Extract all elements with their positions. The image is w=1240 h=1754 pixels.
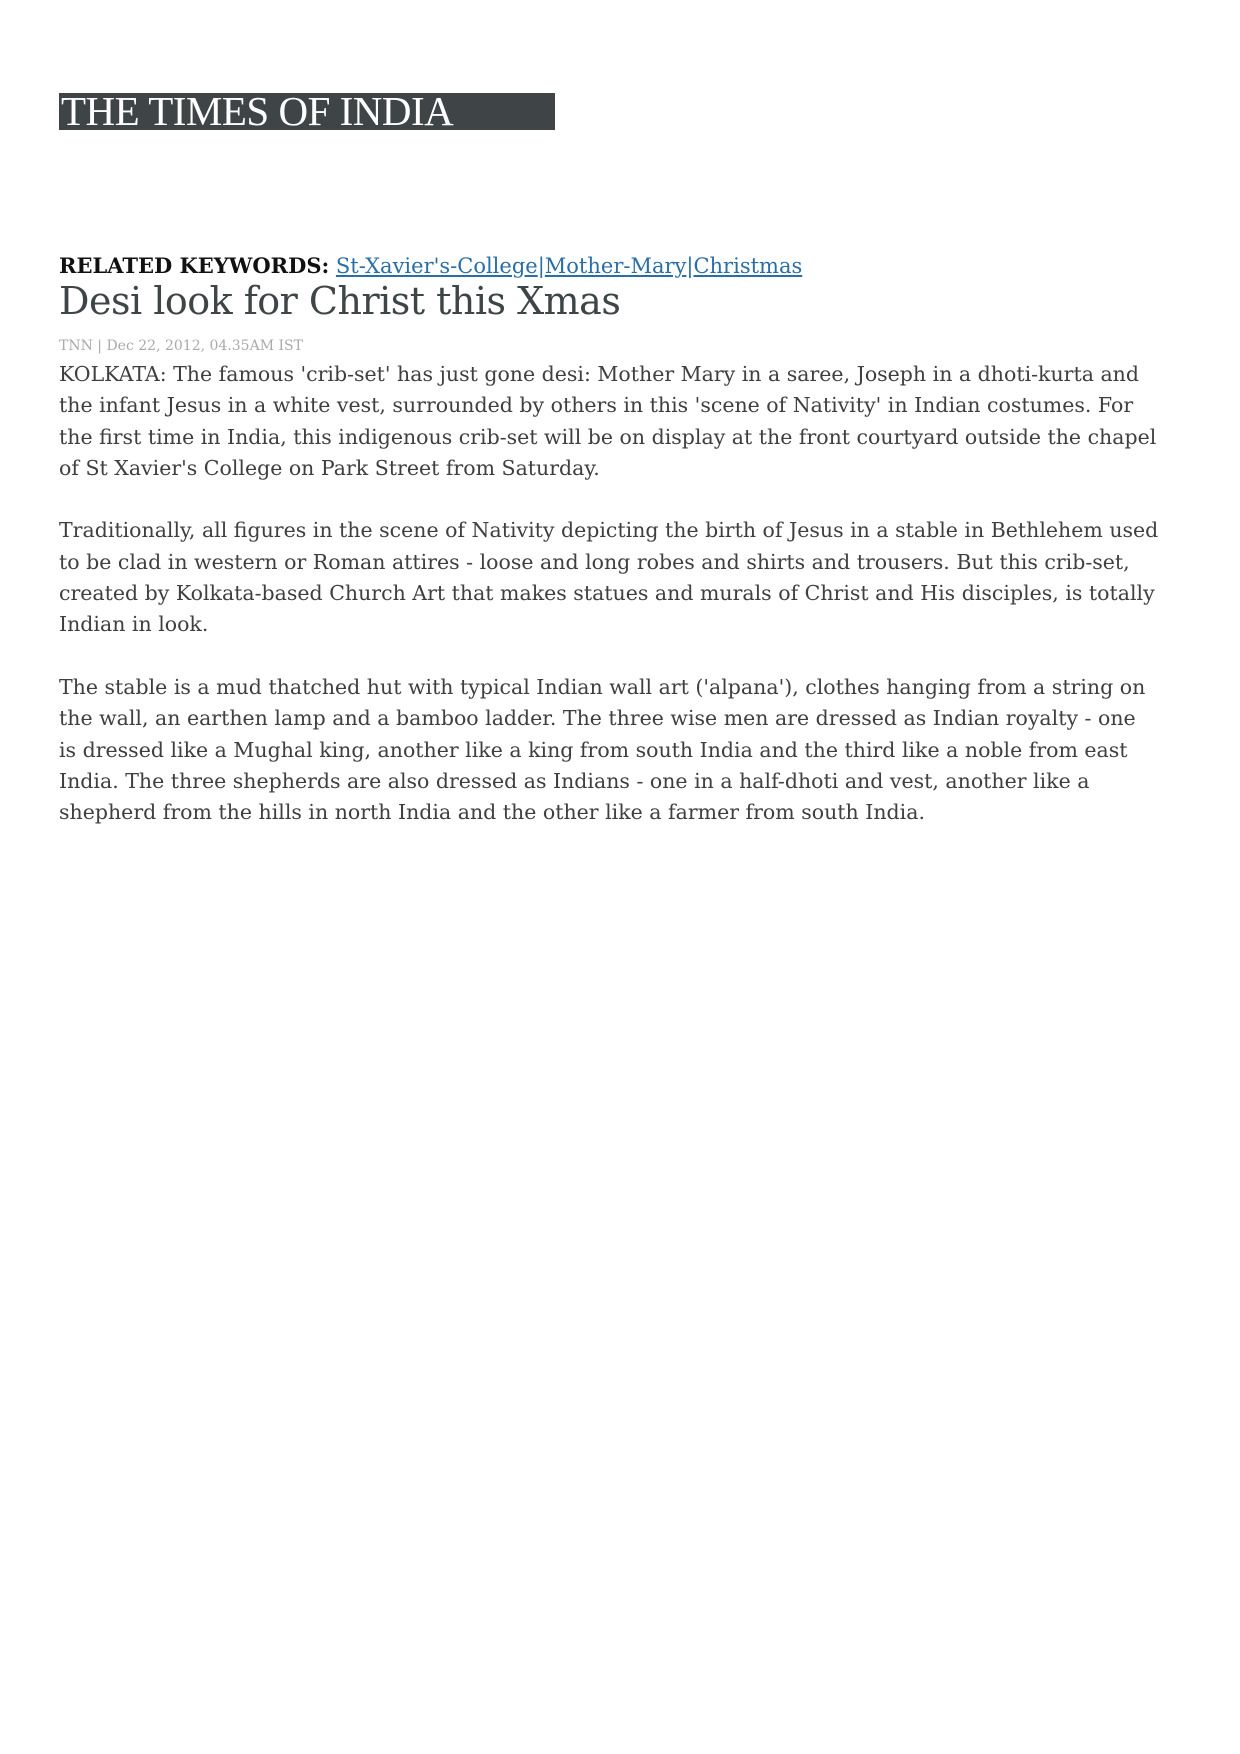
related-keywords-label: RELATED KEYWORDS:	[59, 253, 330, 278]
article-paragraph: Traditionally, all figures in the scene of Nativity depicting the birth of Jesus in a stable in Bethlehem used to be clad in western or Roman attires - loose and long robes and shirts and trousers. But this crib-set, created by Kolkata-based Church Art that makes statues and murals of Christ and His disciples, is totally Indian in look.	[59, 518, 1159, 637]
related-keywords	[59, 252, 802, 280]
article-body	[59, 359, 1159, 860]
article-headline: Desi look for Christ this Xmas	[59, 279, 621, 323]
keyword-link-mother-mary[interactable]: Mother-Mary	[544, 254, 687, 278]
article-paragraph: The stable is a mud thatched hut with typical Indian wall art ('alpana'), clothes hanging from a string on the wall, an earthen lamp and a bamboo ladder. The three wise men are dressed as Indian royalty - one is dressed like a Mughal king, another like a king from south India and the third like a noble from east India. The three shepherds are also dressed as Indians - one in a half-dhoti and vest, another like a shepherd from the hills in north India and the other like a farmer from south India.	[59, 674, 1146, 825]
logo-text: THE TIMES OF INDIA	[61, 93, 454, 130]
keyword-separator: |	[537, 254, 545, 278]
keyword-link-christmas[interactable]: Christmas	[693, 254, 803, 278]
keyword-link-st-xaviers-college[interactable]: St-Xavier's-College	[335, 254, 538, 278]
article-byline: TNN | Dec 22, 2012, 04.35AM IST	[59, 338, 303, 354]
article-paragraph: KOLKATA: The famous 'crib-set' has just gone desi: Mother Mary in a saree, Joseph in a dhoti-kurta and the infant Jesus in a white vest, surrounded by others in this 'scene of Nativity' in Indian costumes. For the first time in India, this indigenous crib-set will be on display at the front courtyard outside the chapel of St Xavier's College on Park Street from Saturday.	[59, 362, 1157, 480]
newspaper-logo[interactable]	[59, 93, 555, 130]
keyword-separator: |	[686, 254, 694, 278]
